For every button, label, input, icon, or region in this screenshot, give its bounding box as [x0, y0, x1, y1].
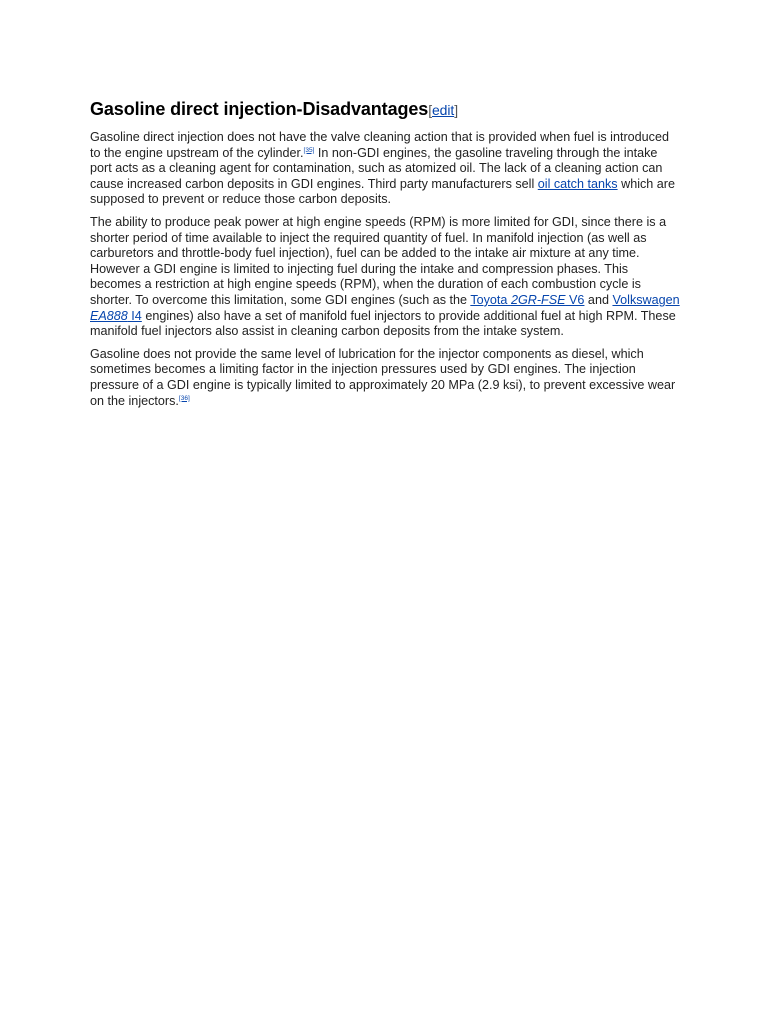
paragraph-valve-cleaning: [90, 130, 682, 208]
citation-link[interactable]: [36]: [178, 394, 190, 402]
paragraph-lubrication: [90, 347, 682, 409]
paragraph-text: which are supposed to prevent or reduce those carbon deposits.: [90, 176, 675, 207]
link-text-italic: EA888: [90, 308, 128, 323]
paragraph-text: and: [584, 292, 613, 307]
paragraph-text: engines) also have a set of manifold fuel injectors to provide additional fuel at high RPM. These manifold fuel injectors also assist in cleaning carbon deposits from the intake system.: [90, 308, 676, 339]
link-text: Toyota: [470, 292, 511, 307]
link-text: V6: [565, 292, 585, 307]
edit-link[interactable]: edit: [432, 102, 455, 118]
article-section: [90, 96, 682, 416]
section-heading: [90, 96, 682, 123]
link-text: I4: [127, 308, 142, 323]
toyota-2gr-fse-link[interactable]: [470, 293, 584, 307]
edit-bracket-close: ]: [454, 102, 458, 118]
citation-link[interactable]: [35]: [303, 146, 315, 154]
citation: [304, 147, 315, 154]
paragraph-text: Gasoline does not provide the same level of lubrication for the injector components as diesel, which sometimes becomes a limiting factor in the injection pressures used by GDI engines. The injection pressure of a GDI engine is typically limited to approximately 20 MPa (2.9 ksi), to prevent excessive wear on the injectors.: [90, 346, 676, 408]
paragraph-text: The ability to produce peak power at high engine speeds (RPM) is more limited for GDI, since there is a shorter period of time available to inject the required quantity of fuel. In manifold injection (as well as carburetors and throttle-body fuel injection), fuel can be added to the intake air mixture at any time. However a GDI engine is limited to injecting fuel during the intake and compression phases. This becomes a restriction at high engine speeds (RPM), when the duration of each combustion cycle is shorter. To overcome this limitation, some GDI engines (such as the: [90, 214, 667, 307]
paragraph-peak-power: [90, 215, 682, 340]
section-title: Gasoline direct injection-Disadvantages: [90, 99, 429, 119]
oil-catch-tanks-link[interactable]: oil catch tanks: [537, 176, 618, 191]
paragraph-text: Gasoline direct injection does not have the valve cleaning action that is provided when fuel is introduced to the engine upstream of the cylinder.: [90, 130, 669, 160]
edit-bracket-open: [: [428, 102, 432, 118]
paragraph-text: In non-GDI engines, the gasoline traveling through the intake port acts as a cleaning agent for contamination, such as atomized oil. The lack of a cleaning action can cause increased carbon deposits in GDI engines. Third party manufacturers sell: [90, 145, 663, 191]
edit-section: [428, 102, 458, 118]
link-text-italic: 2GR-FSE: [510, 292, 566, 307]
link-text: Volkswagen: [612, 292, 680, 307]
citation: [179, 395, 190, 402]
